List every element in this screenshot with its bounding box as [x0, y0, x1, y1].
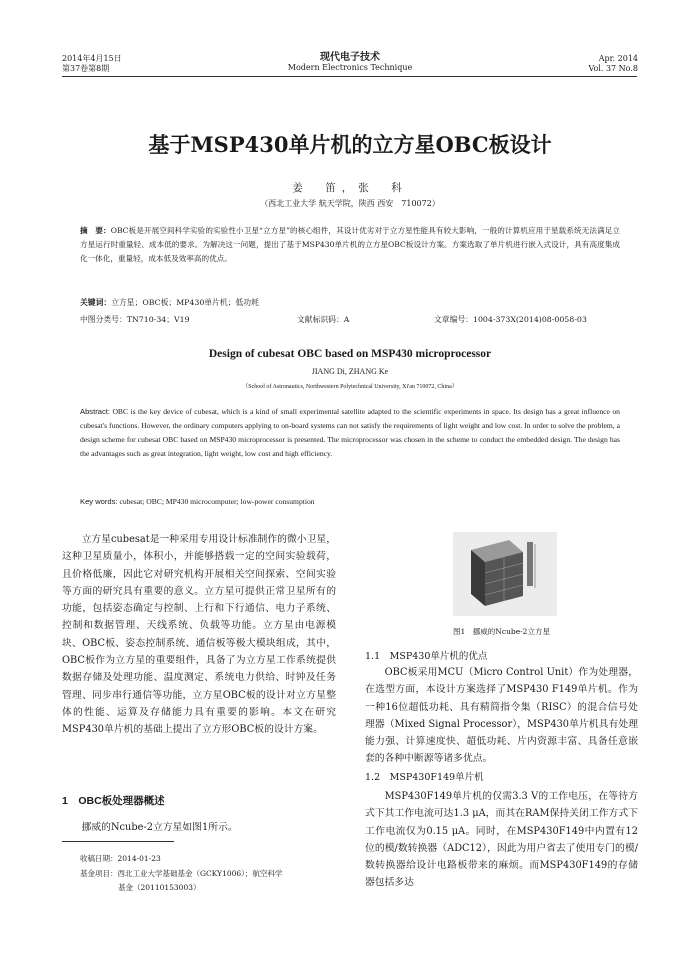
english-authors: JIANG Di, ZHANG Ke — [311, 367, 389, 376]
fund-line-1: 基金项目：西北工业大学基础基金（GCKY1006）；航空科学 — [80, 868, 283, 878]
keywords-en-label: Key words: — [80, 497, 118, 506]
abstract-en — [80, 405, 620, 461]
subsection-1-1-heading: 1.1 MSP430单片机的优点 — [365, 651, 488, 662]
keywords-zh — [80, 297, 620, 309]
abstract-en-label: Abstract: — [80, 407, 110, 416]
document-code: 文献标识码：A — [297, 315, 350, 324]
clc-number: 中图分类号：TN710-34；V19 — [80, 315, 190, 324]
header-date: 2014年4月15日 — [62, 54, 122, 63]
received-date: 收稿日期：2014-01-23 — [80, 854, 161, 863]
abstract-en-text: OBC is the key device of cubesat, which is a kind of small experimental satellite adapted to the scientific experiments in space. Its design has a great influence on cubesat's functions. However, the ordinary computers applying to on-board systems can not satisfy the requirements of light weight and low cost. In order to solve the problem, a design scheme for cubesat OBC based on MSP430 microprocessor is presented. The microprocessor was chosen in the scheme to conduct the embedded design. The design has the advantages such as great integration, light weight, low cost and high efficiency. — [80, 407, 620, 458]
header-month-en: Apr. 2014 — [598, 54, 638, 63]
subsection-1-1-text: OBC板采用MCU（Micro Control Unit）作为处理器，在选型方面，本设计方案选择了MSP430 F149单片机。作为一种16位超低功耗、具有精简指令集（RISC）的混合信号处理器（Mixed Signal Processor），MSP430单片机具有处理能力强、计算速度快、超低功耗、片内资源丰富、具备任意嵌套的各种中断源等诸多优点。 — [365, 667, 638, 765]
header-volume-en: Vol. 37 No.8 — [588, 64, 638, 73]
english-affiliation: （School of Astronautics, Northwestern Polytechnical University, Xi'an 710072, China） — [242, 384, 458, 390]
english-title: Design of cubesat OBC based on MSP430 microprocessor — [208, 348, 492, 360]
paper-title: 基于MSP430单片机的立方星OBC板设计 — [148, 132, 552, 157]
journal-name-cn: 现代电子技术 — [320, 52, 380, 63]
abstract-zh-label: 摘 要： — [80, 226, 111, 235]
footnote — [80, 852, 282, 896]
header-volume-cn: 第37卷第8期 — [62, 64, 110, 73]
cubesat-photo — [453, 532, 557, 616]
footnote-rule — [62, 841, 174, 842]
paper-affiliation: （西北工业大学 航天学院，陕西 西安 710072） — [260, 199, 440, 208]
header-rule — [62, 76, 637, 77]
section-1-heading: 1 OBC板处理器概述 — [62, 795, 165, 807]
intro-paragraph: 立方星cubesat是一种采用专用设计标准制作的微小卫星，这种卫星质量小，体积小，并能够搭载一定的空间实验载荷，且价格低廉，因此它对研究机构开展相关空间探索、空间实验等方面的研究具有重要的意义。立方星可提供正常卫星所有的功能，包括姿态确定与控制、上行和下行通信、电力子系统、控制和数据管理、天线系统、负载等功能。立方星由电源模块、OBC板、姿态控制系统、通信板等极大模块组成，其中，OBC板作为立方星的重要组件，具备了为立方星工作系统提供数据存储及处理功能、温度测定、系统电力供给、时钟及任务管理、同步串行通信等功能，立方星OBC板的设计对立方星整体的性能、运算及存储能力具有重要的影响。本文在研究MSP430单片机的基础上提出了立方形OBC板的设计方案。 — [62, 534, 336, 736]
fund-line-2: 基金（20110153003） — [118, 883, 201, 892]
abstract-zh — [80, 224, 620, 266]
header-right — [588, 54, 638, 74]
keywords-en-text: cubesat; OBC; MP430 microcomputer; low-power consumption — [119, 497, 315, 506]
keywords-en — [80, 497, 620, 506]
abstract-zh-text: OBC板是开展空间科学实验的实验性小卫星“立方星”的核心组件，其设计优劣对于立方星性能具有较大影响，一般的计算机应用于星载系统无法满足立方星运行时重量轻、成本低的要求。为解决这一问题，提出了基于MSP430单片机的立方星OBC板设计方案。方案选取了单片机进行嵌入式设计，具有高度集成化一体化，重量轻，成本低及效率高的优点。 — [80, 226, 621, 263]
keywords-zh-text: 立方星；OBC板；MP430单片机；低功耗 — [111, 298, 259, 307]
keywords-zh-label: 关键词： — [80, 298, 112, 307]
article-number: 文章编号：1004-373X(2014)08-0058-03 — [434, 315, 587, 324]
subsection-1-2-heading: 1.2 MSP430F149单片机 — [365, 772, 484, 783]
journal-name-en: Modern Electronics Technique — [287, 63, 413, 72]
subsection-1-2-text: MSP430F149单片机的仅需3.3 V的工作电压，在等待方式下其工作电流可达1.3 μA，而其在RAM保持关闭工作方式下工作电流仅为0.15 μA。同时，在MSP430F149中内置有12位的模/数转换器（ADC12），因此为用户省去了使用专门的模/数转换器给设计电路板带来的麻烦。而MSP430F149的存储器包括多达 — [365, 791, 638, 889]
paper-authors: 姜 笛，张 科 — [292, 182, 408, 194]
section-1-text: 挪威的Ncube-2立方星如图1所示。 — [81, 822, 238, 833]
figure-1-caption: 图1 挪威的Ncube-2立方星 — [453, 627, 550, 636]
